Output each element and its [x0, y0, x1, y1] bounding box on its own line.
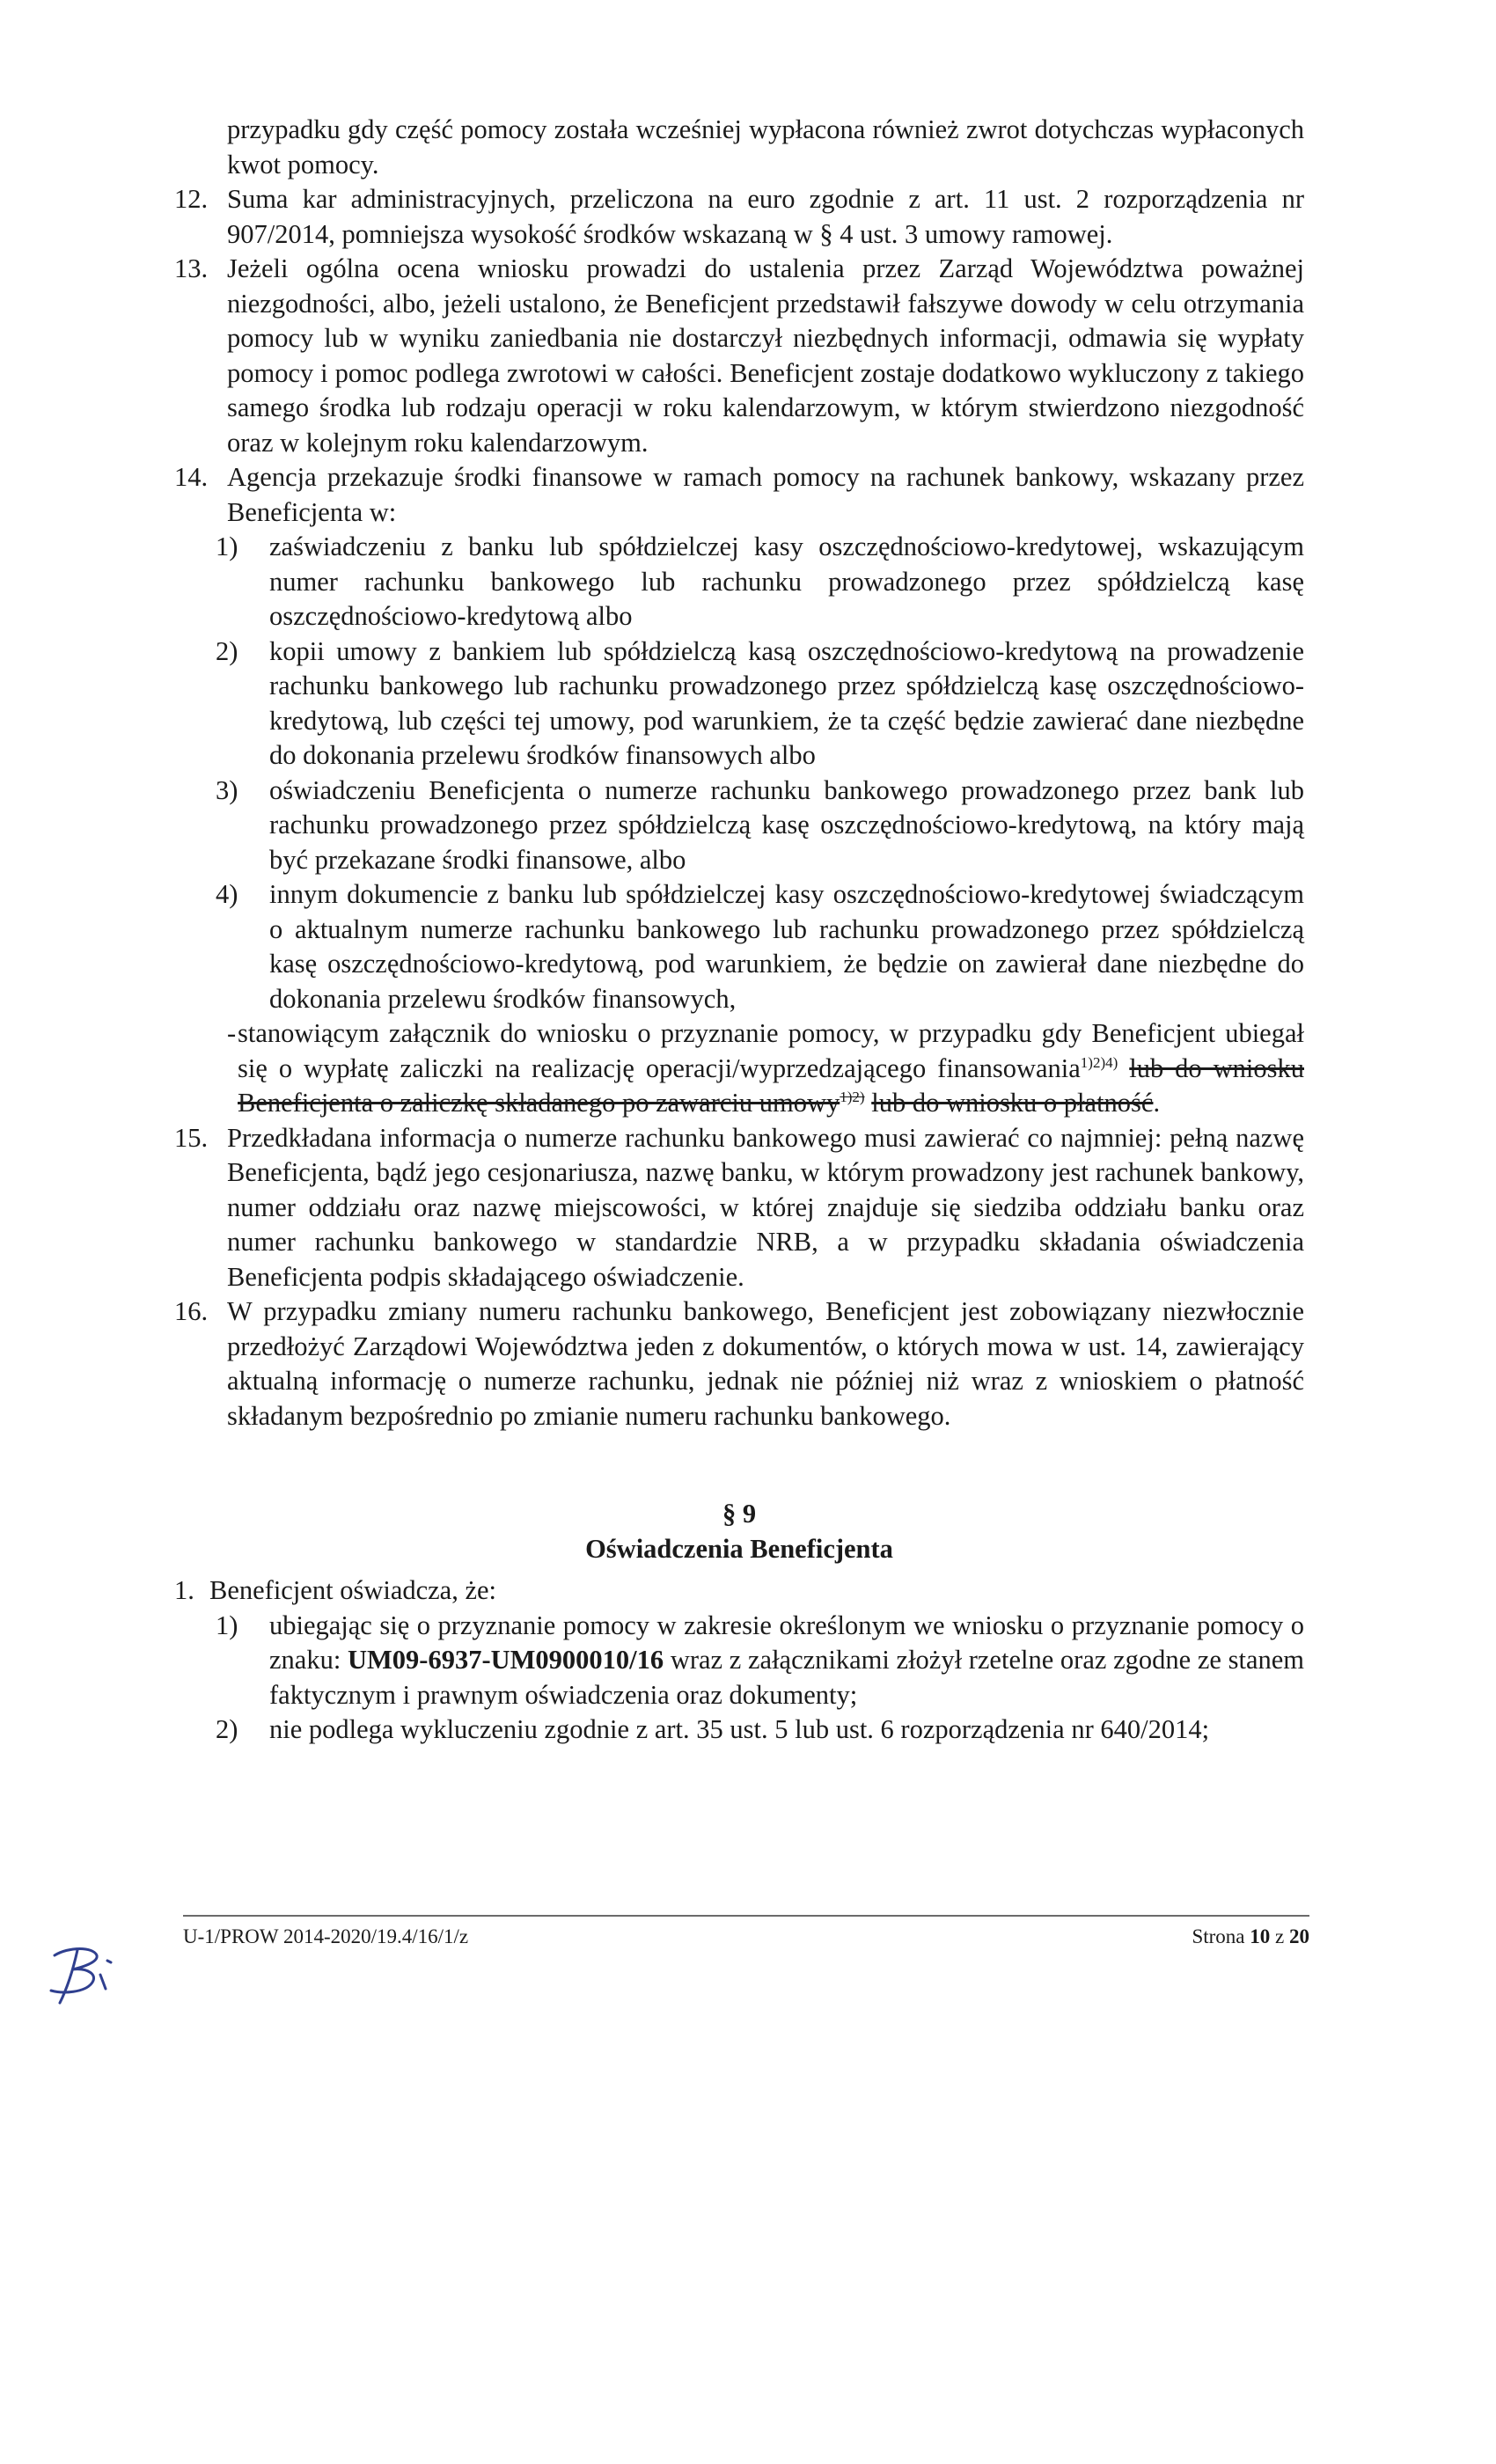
- struck-text: lub do wniosku Beneficjenta o zaliczkę składanego po zawarciu umowy: [238, 1052, 1305, 1118]
- sub-item-14-4: [174, 877, 1304, 1016]
- sub-item-text-pre: ubiegając się o przyznanie pomocy w zakresie określonym we wniosku o przyznanie pomocy o znaku:: [269, 1610, 1304, 1675]
- sub-item-text: nie podlega wykluczeniu zgodnie z art. 35 ust. 5 lub ust. 6 rozporządzenia nr 640/2014;: [269, 1714, 1210, 1744]
- item-number: 13.: [174, 253, 209, 283]
- dash-paragraph: [174, 1016, 1304, 1121]
- sub-item-number: 2): [216, 635, 238, 666]
- section-item-1: [174, 1573, 1304, 1609]
- page-footer: [183, 1915, 1309, 1950]
- dash-text: [238, 1016, 1304, 1121]
- page-number: 10: [1250, 1925, 1271, 1947]
- sub-item-text: kopii umowy z bankiem lub spółdzielczą kasą oszczędnościowo-kredytową na prowadzenie rachunku bankowego lub rachunku prowadzonego przez spółdzielczą kasę oszczędnościowo-kredytową, lub części tej umowy, pod warunkiem, że ta część będzie zawierać dane niezbędne do dokonania przelewu środków finansowych albo: [269, 635, 1304, 770]
- struck-text-2: lub do wniosku o płatność: [871, 1088, 1154, 1118]
- dash-main-text: stanowiącym załącznik do wniosku o przyznanie pomocy, w przypadku gdy Beneficjent ubiegał się o wypłatę zaliczki na realizację operacji/wyprzedzającego finansowania: [238, 1018, 1304, 1083]
- item-number: 14.: [174, 462, 209, 492]
- page-total: 20: [1289, 1925, 1309, 1947]
- section-number: § 9: [722, 1499, 757, 1529]
- sub-item-text: innym dokumencie z banku lub spółdzielczej kasy oszczędnościowo-kredytowej świadczącym o aktualnym numerze rachunku bankowego lub rachunku prowadzonego przez spółdzielczą kasę oszczędnościowo-kredytową, pod warunkiem, że będzie on zawierał dane niezbędne do dokonania przelewu środków finansowych,: [269, 879, 1304, 1014]
- page-of: z: [1275, 1925, 1285, 1947]
- page-label: Strona: [1192, 1925, 1245, 1947]
- signature-initials-icon: [42, 1936, 148, 2006]
- section-title: Oświadczenia Beneficjenta: [585, 1533, 893, 1564]
- section-heading: [174, 1497, 1304, 1566]
- continuation-paragraph: przypadku gdy część pomocy została wcześniej wypłacona również zwrot dotychczas wypłaconych kwot pomocy.: [227, 114, 1304, 180]
- sub-item-number: 1): [216, 1610, 238, 1640]
- dash-mark: -: [227, 1018, 237, 1048]
- sub-item-text-post: wraz z załącznikami złożył rzetelne oraz zgodne ze stanem faktycznym i prawnym oświadczenia oraz dokumenty;: [269, 1645, 1304, 1710]
- sub-item-number: 1): [216, 532, 238, 561]
- page-counter: [1192, 1924, 1309, 1950]
- dash-end: .: [1153, 1088, 1161, 1118]
- item-number: 16.: [174, 1296, 209, 1326]
- item-text: Przedkładana informacja o numerze rachunku bankowego musi zawierać co najmniej: pełną nazwę Beneficjenta, bądź jego cesjonariusza, nazwę banku, w którym prowadzony jest rachunek bankowy, numer oddziału oraz nazwę miejscowości, w której znajduje się siedziba oddziału banku oraz numer rachunku bankowego w standardzie NRB, a w przypadku składania oświadczenia Beneficjenta podpis składającego oświadczenie.: [227, 1122, 1304, 1292]
- sub-item-14-3: [174, 774, 1304, 878]
- list-item-12: [174, 182, 1304, 252]
- item-text: Jeżeli ogólna ocena wniosku prowadzi do ustalenia przez Zarząd Województwa poważnej niezgodności, albo, jeżeli ustalono, że Beneficjent przedstawił fałszywe dowody w celu otrzymania pomocy lub w wyniku zaniedbania nie dostarczył niezbędnych informacji, odmawia się wypłaty pomocy i pomoc podlega zwrotowi w całości. Beneficjent zostaje dodatkowo wykluczony z takiego samego środka lub rodzaju operacji w roku kalendarzowym, w którym stwierdzono niezgodność oraz w kolejnym roku kalendarzowym.: [227, 253, 1304, 458]
- sub-item-number: 3): [216, 774, 238, 805]
- section-sub-item-1: [174, 1609, 1304, 1713]
- sub-item-14-2: [174, 634, 1304, 774]
- item-text: Agencja przekazuje środki finansowe w ramach pomocy na rachunek bankowy, wskazany przez Beneficjenta w:: [227, 462, 1304, 527]
- section-sub-item-2: [174, 1712, 1304, 1748]
- item-text: Suma kar administracyjnych, przeliczona na euro zgodnie z art. 11 ust. 2 rozporządzenia nr 907/2014, pomniejsza wysokość środków wskazaną w § 4 ust. 3 umowy ramowej.: [227, 184, 1304, 249]
- list-item-16: [174, 1294, 1304, 1434]
- sub-item-text: [269, 1609, 1304, 1713]
- sub-item-text: zaświadczeniu z banku lub spółdzielczej kasy oszczędnościowo-kredytowej, wskazującym numer rachunku bankowego lub rachunku prowadzonego przez spółdzielczą kasę oszczędnościowo-kredytową albo: [269, 532, 1304, 631]
- sub-item-text: oświadczeniu Beneficjenta o numerze rachunku bankowego prowadzonego przez bank lub rachunku prowadzonego przez spółdzielczą kasę oszczędnościowo-kredytową, na który mają być przekazane środki finansowe, albo: [269, 774, 1304, 875]
- page-content: [174, 113, 1304, 1748]
- sub-item-14-1: [174, 530, 1304, 634]
- footnote-ref: 1)2)4): [1080, 1053, 1118, 1071]
- item-text: W przypadku zmiany numeru rachunku bankowego, Beneficjent jest zobowiązany niezwłocznie przedłożyć Zarządowi Województwa jeden z dokumentów, o których mowa w ust. 14, zawierający aktualną informację o numerze rachunku, jednak nie później niż wraz z wnioskiem o płatność składanym bezpośrednio po zmianie numeru rachunku bankowego.: [227, 1296, 1304, 1431]
- application-reference: UM09-6937-UM0900010/16: [347, 1645, 664, 1675]
- item-number: 12.: [174, 184, 209, 214]
- sub-item-number: 2): [216, 1714, 238, 1744]
- item-number: 1.: [174, 1575, 194, 1605]
- footnote-ref-struck: 1)2): [840, 1089, 865, 1105]
- document-code: U-1/PROW 2014-2020/19.4/16/1/z: [183, 1925, 469, 1947]
- list-item-13: [174, 252, 1304, 460]
- item-number: 15.: [174, 1122, 209, 1153]
- item-text: Beneficjent oświadcza, że:: [209, 1575, 497, 1605]
- list-item-15: [174, 1121, 1304, 1295]
- sub-item-number: 4): [216, 879, 238, 909]
- list-item-14: [174, 460, 1304, 530]
